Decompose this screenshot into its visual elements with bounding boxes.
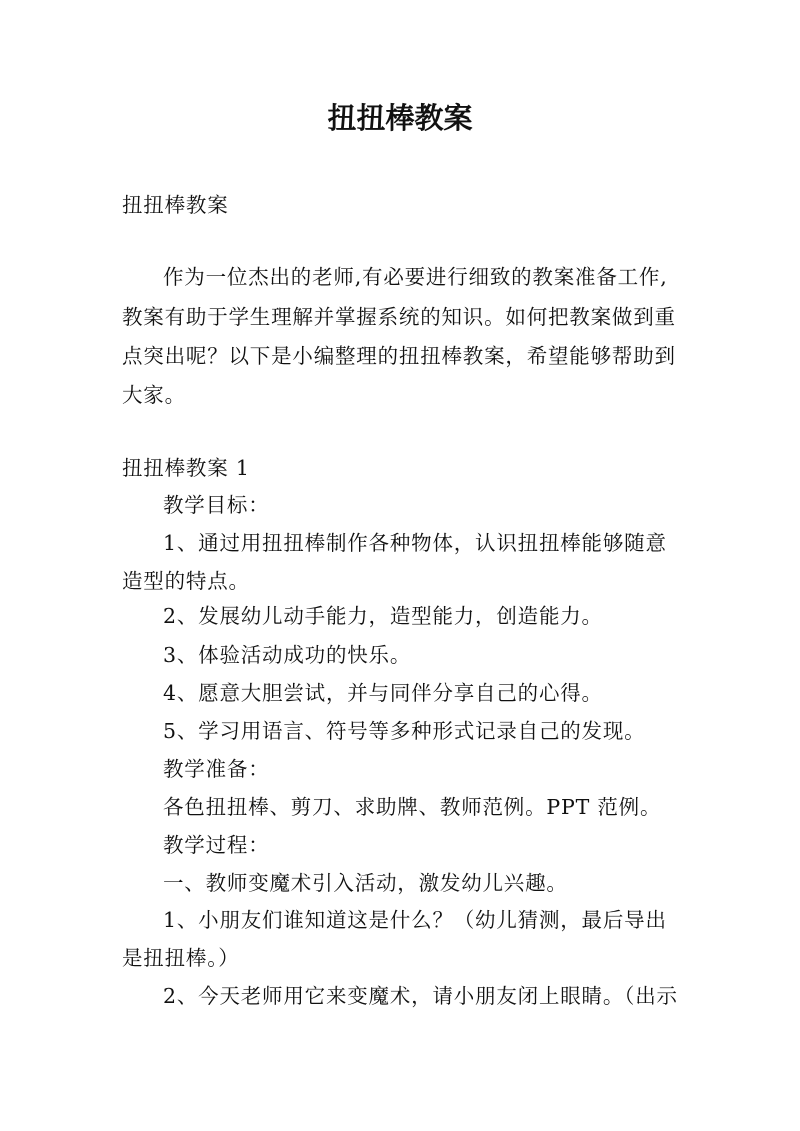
goal-1-line-2: 造型的特点。	[122, 569, 250, 593]
intro-line-1: 作为一位杰出的老师,有必要进行细致的教案准备工作,	[163, 265, 668, 289]
step-1-2-line-1: 2、今天老师用它来变魔术，请小朋友闭上眼睛。（出示	[163, 984, 678, 1008]
process-label: 教学过程：	[163, 833, 270, 857]
intro-line-3: 点突出呢？以下是小编整理的扭扭棒教案，希望能够帮助到	[122, 344, 676, 368]
intro-line-2: 教案有助于学生理解并掌握系统的知识。如何把教案做到重	[122, 305, 676, 329]
goal-5: 5、学习用语言、符号等多种形式记录自己的发现。	[163, 719, 646, 743]
goal-3: 3、体验活动成功的快乐。	[163, 643, 412, 667]
goal-2: 2、发展幼儿动手能力，造型能力，创造能力。	[163, 604, 603, 628]
subtitle: 扭扭棒教案	[122, 193, 229, 217]
intro-line-4: 大家。	[122, 383, 186, 407]
section-heading: 扭扭棒教案 1	[122, 456, 250, 480]
prep-label: 教学准备：	[163, 757, 270, 781]
step-1: 一、教师变魔术引入活动，激发幼儿兴趣。	[163, 871, 568, 895]
prep-items: 各色扭扭棒、剪刀、求助牌、教师范例。PPT 范例。	[163, 795, 662, 819]
step-1-1-line-1: 1、小朋友们谁知道这是什么？（幼儿猜测，最后导出	[163, 908, 667, 932]
document-title: 扭扭棒教案	[327, 101, 473, 135]
goals-label: 教学目标：	[163, 493, 270, 517]
goal-4: 4、愿意大胆尝试，并与同伴分享自己的心得。	[163, 681, 603, 705]
goal-1-line-1: 1、通过用扭扭棒制作各种物体，认识扭扭棒能够随意	[163, 531, 667, 555]
step-1-1-line-2: 是扭扭棒。）	[122, 946, 240, 970]
